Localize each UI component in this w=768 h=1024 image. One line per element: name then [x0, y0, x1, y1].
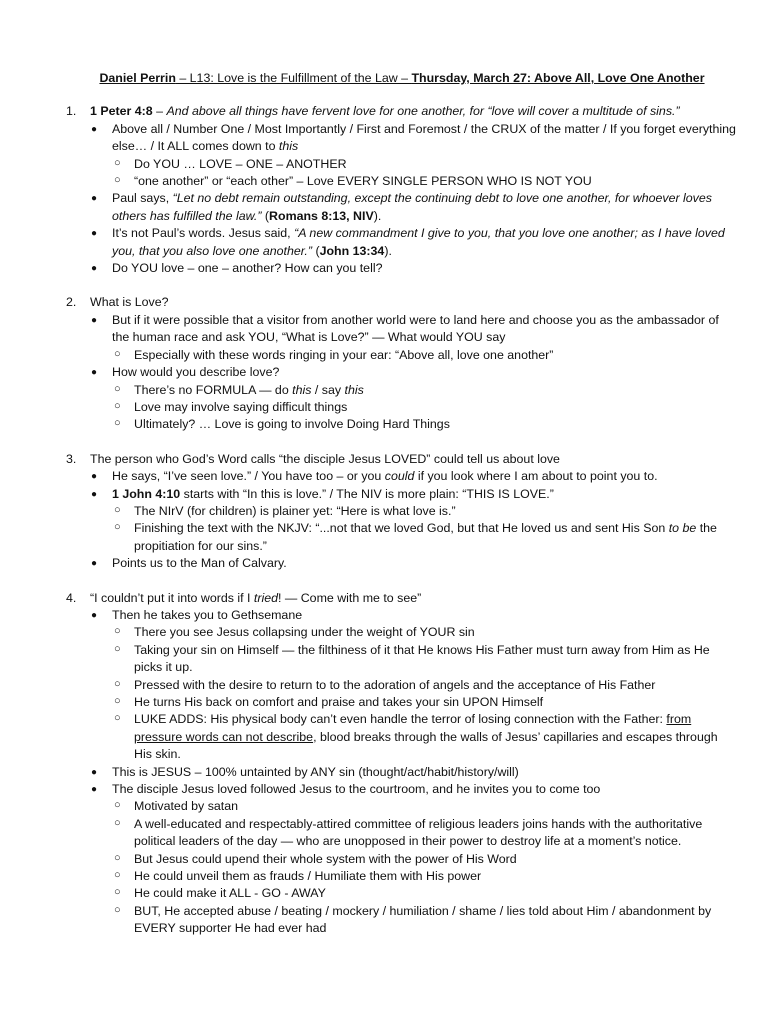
section-number: 2. — [66, 295, 77, 310]
circle-bullet-icon: ○ — [114, 417, 121, 430]
item-text: Motivated by satan — [134, 799, 239, 814]
circle-bullet-icon: ○ — [114, 903, 121, 916]
item-text: There’s no FORMULA — do — [134, 382, 293, 397]
section-heading: What is Love? — [90, 295, 169, 310]
item-text: “one another” or “each other” – Love EVERY SINGLE PERSON WHO IS NOT YOU — [134, 174, 592, 189]
sub-item — [112, 382, 738, 399]
item-text: Love may involve saying difficult things — [134, 399, 348, 414]
sub-list — [112, 382, 738, 434]
bullet-icon: ● — [91, 228, 98, 240]
circle-bullet-icon: ○ — [114, 869, 121, 882]
list-item — [90, 607, 738, 764]
item-text: Then he takes you to Gethsemane — [112, 607, 303, 622]
sub-item — [112, 503, 738, 520]
bullet-list — [90, 607, 738, 938]
sub-item — [112, 816, 738, 851]
outline-section-3 — [66, 451, 738, 573]
item-text: , blood breaks through the walls of Jesus’ capillaries and escapes through His skin. — [134, 729, 718, 762]
sub-list — [112, 347, 738, 364]
item-text: He says, “I’ve seen love.” / You have too – or you — [112, 469, 385, 484]
document-title — [66, 70, 738, 87]
circle-bullet-icon: ○ — [114, 799, 121, 812]
outline — [66, 103, 738, 937]
list-item — [90, 260, 738, 277]
sub-item — [112, 677, 738, 694]
sub-item — [112, 173, 738, 190]
circle-bullet-icon: ○ — [114, 712, 121, 725]
sub-list — [112, 156, 738, 191]
list-item — [90, 312, 738, 364]
item-text: ( — [261, 208, 270, 223]
bullet-list — [90, 468, 738, 572]
section-heading — [90, 103, 738, 120]
sub-item — [112, 694, 738, 711]
list-item — [90, 121, 738, 191]
scripture-ref: Romans 8:13, NIV — [269, 208, 374, 223]
underlined-text: from pressure words can not describe — [134, 712, 692, 744]
section-number: 3. — [66, 451, 77, 466]
sub-item — [112, 156, 738, 173]
list-item — [90, 764, 738, 781]
item-text: Points us to the Man of Calvary. — [112, 556, 287, 571]
bullet-list — [90, 312, 738, 434]
item-text: LUKE ADDS: His physical body can’t even handle the terror of losing connection with the Father: — [134, 712, 667, 727]
section-number: 1. — [66, 104, 77, 119]
list-item — [90, 555, 738, 572]
item-text: Paul says, — [112, 191, 173, 206]
item-text: A well-educated and respectably-attired committee of religious leaders joins hands with the authoritative political leaders of the day — who are unopposed in their power to destroy life at a moment’s notice. — [134, 816, 703, 849]
circle-bullet-icon: ○ — [114, 886, 121, 899]
lesson-title: – L13: Love is the Fulfillment of the Law – — [175, 71, 412, 85]
item-text: This is JESUS – 100% untainted by ANY sin (thought/act/habit/history/will) — [112, 764, 519, 779]
outline-section-2 — [66, 294, 738, 433]
item-text: Finishing the text with the NKJV: “...not that we loved God, but that He loved us and sent His Son — [134, 521, 669, 536]
list-item — [90, 364, 738, 434]
section-heading: The person who God’s Word calls “the disciple Jesus LOVED” could tell us about love — [90, 451, 560, 466]
sub-item — [112, 399, 738, 416]
circle-bullet-icon: ○ — [114, 695, 121, 707]
sub-list — [112, 503, 738, 555]
sub-item — [112, 851, 738, 868]
emphasis: tried — [253, 590, 279, 605]
bullet-list — [90, 121, 738, 278]
circle-bullet-icon: ○ — [114, 503, 121, 516]
item-text: It’s not Paul’s words. Jesus said, — [112, 226, 295, 241]
scripture-ref: 1 Peter 4:8 — [90, 104, 153, 119]
circle-bullet-icon: ○ — [114, 347, 121, 360]
list-item — [90, 781, 738, 938]
bullet-icon: ● — [91, 367, 98, 379]
sub-item — [112, 868, 738, 885]
sub-list — [112, 798, 738, 937]
author-name: Daniel Perrin — [99, 71, 176, 85]
bullet-icon: ● — [91, 766, 98, 778]
circle-bullet-icon: ○ — [114, 816, 121, 829]
list-item — [90, 190, 738, 225]
item-text: / say — [311, 382, 345, 397]
item-text: ! — Come with me to see” — [278, 590, 422, 605]
item-text: Do YOU … LOVE – ONE – ANOTHER — [134, 156, 347, 171]
emphasis: this — [292, 382, 312, 397]
section-heading — [90, 590, 738, 607]
item-text: The disciple Jesus loved followed Jesus to the courtroom, and he invites you to come too — [112, 782, 601, 797]
item-text: He could unveil them as frauds / Humiliate them with His power — [134, 869, 482, 884]
sub-item — [112, 711, 738, 763]
bullet-icon: ● — [91, 558, 98, 570]
item-text: But if it were possible that a visitor from another world were to land here and choose you as the ambassador of the human race and ask YOU, “What is Love?” — What would YOU say — [112, 312, 719, 345]
date-title: Thursday, March 27: Above All, Love One Another — [411, 71, 705, 85]
sub-item — [112, 642, 738, 677]
item-text: Especially with these words ringing in your ear: “Above all, love one another” — [134, 347, 554, 362]
list-item — [90, 468, 738, 485]
scripture-ref: John 13:34 — [319, 243, 385, 258]
item-text: if you look where I am about to point you to. — [414, 469, 658, 484]
outline-section-4 — [66, 590, 738, 938]
circle-bullet-icon: ○ — [114, 677, 121, 690]
dash: – — [152, 104, 167, 119]
item-text: BUT, He accepted abuse / beating / mockery / humiliation / shame / lies told about Him / abandonment by EVERY supporter He had ever had — [134, 903, 712, 936]
item-text: There you see Jesus collapsing under the weight of YOUR sin — [134, 625, 475, 640]
list-item — [90, 225, 738, 260]
bullet-icon: ● — [91, 609, 98, 621]
circle-bullet-icon: ○ — [114, 851, 121, 864]
item-text: But Jesus could upend their whole system with the power of His Word — [134, 851, 517, 866]
bullet-icon: ● — [91, 263, 98, 275]
item-text: Ultimately? … Love is going to involve Doing Hard Things — [134, 417, 450, 432]
emphasis: this — [278, 139, 299, 154]
item-text: ). — [384, 243, 392, 258]
sub-item — [112, 520, 738, 555]
circle-bullet-icon: ○ — [114, 174, 121, 187]
sub-item — [112, 903, 738, 938]
item-text: How would you describe love? — [112, 365, 280, 380]
emphasis: this — [344, 382, 364, 397]
sub-item — [112, 624, 738, 641]
emphasis: to be — [668, 521, 697, 536]
bullet-icon: ● — [91, 193, 98, 205]
circle-bullet-icon: ○ — [114, 642, 121, 655]
bullet-icon: ● — [91, 314, 98, 326]
item-text: Taking your sin on Himself — the filthiness of it that He knows His Father must turn away from Him as He picks it up. — [134, 642, 710, 675]
emphasis: could — [384, 469, 415, 484]
section-number: 4. — [66, 590, 77, 605]
sub-item — [112, 347, 738, 364]
item-text: Above all / Number One / Most Importantly / First and Foremost / the CRUX of the matter / If you forget everything else… / It ALL comes down to — [112, 121, 736, 154]
item-text: “I couldn’t put it into words if I — [90, 590, 254, 605]
item-text: starts with “In this is love.” / The NIV is more plain: “THIS IS LOVE.” — [180, 486, 554, 501]
scripture-quote: “Let no debt remain outstanding, except the continuing debt to love one another, for whoever loves others has fulfilled the law.” — [112, 191, 712, 223]
bullet-icon: ● — [91, 784, 98, 796]
item-text: He could make it ALL - GO - AWAY — [134, 886, 326, 901]
circle-bullet-icon: ○ — [114, 382, 121, 395]
outline-section-1 — [66, 103, 738, 277]
bullet-icon: ● — [91, 123, 98, 135]
item-text: Pressed with the desire to return to to the adoration of angels and the acceptance of His Father — [134, 677, 656, 692]
item-text: Do YOU love – one – another? How can you tell? — [112, 261, 383, 276]
item-text: the propitiation for our sins.” — [134, 521, 717, 553]
item-text: The NIrV (for children) is plainer yet: “Here is what love is.” — [134, 503, 456, 518]
circle-bullet-icon: ○ — [114, 399, 121, 412]
circle-bullet-icon: ○ — [114, 521, 121, 534]
item-text: ( — [312, 243, 320, 258]
scripture-quote: “A new commandment I give to you, that you love one another; as I have loved you, that you also love one another.” — [112, 226, 725, 258]
list-item — [90, 486, 738, 556]
sub-item — [112, 798, 738, 815]
circle-bullet-icon: ○ — [114, 156, 121, 169]
scripture-ref: 1 John 4:10 — [112, 486, 181, 501]
sub-item — [112, 416, 738, 433]
bullet-icon: ● — [91, 471, 98, 483]
item-text: ). — [373, 208, 382, 223]
scripture-quote: And above all things have fervent love for one another, for “love will cover a multitude of sins.” — [166, 104, 680, 119]
item-text: He turns His back on comfort and praise and takes your sin UPON Himself — [134, 695, 544, 709]
circle-bullet-icon: ○ — [114, 625, 121, 638]
sub-item — [112, 885, 738, 902]
sub-list — [112, 624, 738, 763]
bullet-icon: ● — [91, 488, 98, 500]
